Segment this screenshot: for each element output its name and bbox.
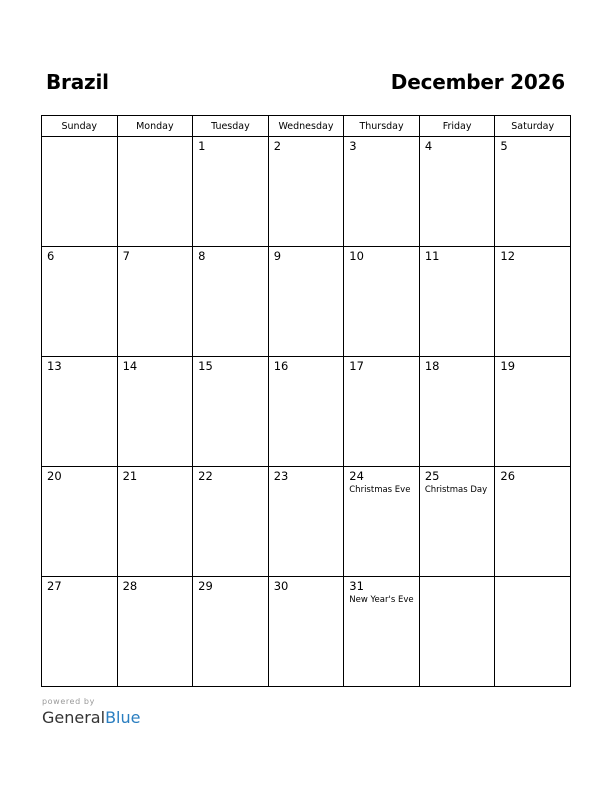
day-number: 8 bbox=[198, 249, 206, 263]
day-number: 10 bbox=[349, 249, 364, 263]
holiday-label bbox=[42, 593, 117, 594]
day-cell bbox=[42, 577, 118, 687]
holiday-label bbox=[420, 153, 495, 154]
day-cell bbox=[117, 247, 193, 357]
day-number: 31 bbox=[349, 579, 364, 593]
day-number: 6 bbox=[47, 249, 55, 263]
holiday-label bbox=[42, 483, 117, 484]
day-cell bbox=[419, 577, 495, 687]
day-number: 25 bbox=[424, 469, 440, 483]
day-number: 24 bbox=[349, 469, 364, 483]
day-cell bbox=[419, 357, 495, 467]
day-cell bbox=[42, 137, 118, 247]
day-number: 4 bbox=[424, 139, 433, 153]
holiday-label bbox=[193, 483, 268, 484]
day-number: 9 bbox=[273, 249, 282, 263]
week-row-2 bbox=[42, 247, 571, 357]
day-cell bbox=[495, 467, 571, 577]
day-cell bbox=[268, 137, 344, 247]
day-cell bbox=[117, 357, 193, 467]
day-number: 22 bbox=[198, 469, 213, 483]
footer-branding bbox=[42, 697, 140, 728]
day-cell bbox=[344, 357, 420, 467]
day-cell bbox=[42, 247, 118, 357]
day-cell bbox=[344, 247, 420, 357]
holiday-label bbox=[495, 580, 570, 581]
day-number: 16 bbox=[273, 359, 289, 373]
day-number: 11 bbox=[424, 249, 440, 263]
day-number: 13 bbox=[47, 359, 62, 373]
holiday-label bbox=[269, 483, 344, 484]
day-number: 26 bbox=[500, 469, 516, 483]
holiday-label bbox=[269, 263, 344, 264]
day-number: 20 bbox=[47, 469, 62, 483]
holiday-label bbox=[420, 580, 495, 581]
holiday-label bbox=[344, 373, 419, 374]
holiday-label bbox=[118, 593, 193, 594]
day-number: 21 bbox=[122, 469, 138, 483]
day-number: 12 bbox=[500, 249, 516, 263]
holiday-label: New Year's Eve bbox=[349, 595, 414, 605]
weekday-header-thursday: Thursday bbox=[344, 116, 420, 137]
calendar-grid bbox=[41, 115, 571, 687]
day-number: 29 bbox=[198, 579, 213, 593]
brand-general: General bbox=[42, 708, 106, 727]
day-number: 19 bbox=[500, 359, 516, 373]
day-cell bbox=[193, 467, 269, 577]
holiday-label bbox=[118, 263, 193, 264]
day-cell bbox=[268, 357, 344, 467]
holiday-label bbox=[420, 263, 495, 264]
day-cell bbox=[344, 467, 420, 577]
holiday-label bbox=[269, 153, 344, 154]
day-cell bbox=[495, 577, 571, 687]
day-cell bbox=[419, 137, 495, 247]
week-row-3 bbox=[42, 357, 571, 467]
holiday-label: Christmas Day bbox=[424, 485, 488, 495]
holiday-label bbox=[269, 373, 344, 374]
holiday-label bbox=[495, 483, 570, 484]
weekday-header-wednesday: Wednesday bbox=[268, 116, 344, 137]
day-cell bbox=[268, 467, 344, 577]
day-number: 14 bbox=[122, 359, 138, 373]
week-row-5 bbox=[42, 577, 571, 687]
holiday-label bbox=[495, 153, 570, 154]
holiday-label bbox=[495, 263, 570, 264]
holiday-label bbox=[344, 263, 419, 264]
holiday-label bbox=[193, 373, 268, 374]
day-cell bbox=[117, 577, 193, 687]
day-cell bbox=[495, 247, 571, 357]
month-title: December 2026 bbox=[390, 70, 565, 94]
day-number: 1 bbox=[198, 139, 206, 153]
holiday-label bbox=[42, 263, 117, 264]
day-cell bbox=[268, 577, 344, 687]
weekday-header-monday: Monday bbox=[117, 116, 193, 137]
weekday-header-sunday: Sunday bbox=[42, 116, 118, 137]
day-number: 27 bbox=[47, 579, 62, 593]
week-row-1 bbox=[42, 137, 571, 247]
holiday-label bbox=[118, 140, 193, 141]
holiday-label bbox=[193, 593, 268, 594]
day-number: 23 bbox=[273, 469, 289, 483]
day-cell bbox=[268, 247, 344, 357]
generalblue-logo[interactable] bbox=[42, 708, 140, 728]
day-cell bbox=[419, 467, 495, 577]
holiday-label: Christmas Eve bbox=[349, 485, 411, 495]
day-number: 18 bbox=[424, 359, 440, 373]
day-number: 30 bbox=[273, 579, 289, 593]
holiday-label bbox=[193, 263, 268, 264]
day-cell bbox=[495, 357, 571, 467]
holiday-label bbox=[118, 483, 193, 484]
day-number: 28 bbox=[122, 579, 138, 593]
weekday-header-friday: Friday bbox=[419, 116, 495, 137]
day-cell bbox=[193, 577, 269, 687]
holiday-label bbox=[344, 153, 419, 154]
day-cell bbox=[344, 577, 420, 687]
weekday-header-saturday: Saturday bbox=[495, 116, 571, 137]
day-number: 2 bbox=[273, 139, 282, 153]
holiday-label bbox=[269, 593, 344, 594]
holiday-label bbox=[495, 373, 570, 374]
day-cell bbox=[193, 357, 269, 467]
weekday-header-tuesday: Tuesday bbox=[193, 116, 269, 137]
day-number: 15 bbox=[198, 359, 213, 373]
day-cell bbox=[117, 137, 193, 247]
country-title: Brazil bbox=[46, 70, 109, 94]
day-cell bbox=[193, 137, 269, 247]
day-cell bbox=[495, 137, 571, 247]
day-cell bbox=[419, 247, 495, 357]
day-cell bbox=[42, 467, 118, 577]
powered-by-text: powered by bbox=[42, 697, 95, 706]
day-cell bbox=[117, 467, 193, 577]
week-row-4 bbox=[42, 467, 571, 577]
day-cell bbox=[42, 357, 118, 467]
day-number: 7 bbox=[122, 249, 130, 263]
day-number: 5 bbox=[500, 139, 508, 153]
holiday-label bbox=[42, 140, 117, 141]
day-cell bbox=[193, 247, 269, 357]
day-cell bbox=[344, 137, 420, 247]
brand-blue: Blue bbox=[105, 708, 141, 727]
day-number: 3 bbox=[349, 139, 357, 153]
weekday-header-row bbox=[42, 116, 571, 137]
holiday-label bbox=[193, 153, 268, 154]
holiday-label bbox=[118, 373, 193, 374]
holiday-label bbox=[42, 373, 117, 374]
holiday-label bbox=[420, 373, 495, 374]
day-number: 17 bbox=[349, 359, 364, 373]
